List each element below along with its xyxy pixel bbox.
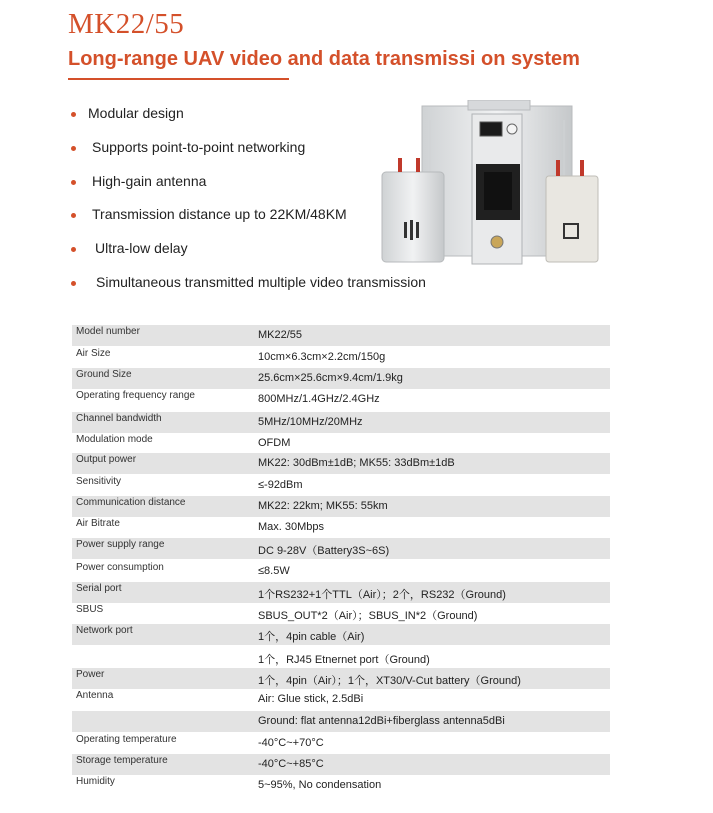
spec-label: Humidity [76, 776, 115, 787]
spec-row [72, 603, 610, 624]
spec-value: 10cm×6.3cm×2.2cm/150g [258, 351, 386, 363]
feature-text: Ultra-low delay [95, 240, 188, 256]
spec-row [72, 496, 610, 517]
spec-row [72, 412, 610, 433]
spec-label: Antenna [76, 690, 114, 701]
bullet-icon [71, 146, 76, 151]
spec-row [72, 325, 610, 346]
spec-label: Storage temperature [76, 755, 168, 766]
spec-label: Communication distance [76, 497, 186, 508]
spec-value: SBUS_OUT*2（Air）；SBUS_IN*2（Ground) [258, 610, 478, 622]
feature-text: Simultaneous transmitted multiple video transmission [96, 274, 426, 290]
bullet-icon [71, 112, 76, 117]
spec-value: -40°C~+85°C [258, 758, 324, 770]
spec-row [72, 754, 610, 775]
spec-value: 5MHz/10MHz/20MHz [258, 416, 363, 428]
spec-value: MK22: 30dBm±1dB; MK55: 33dBm±1dB [258, 457, 455, 469]
spec-row [72, 689, 610, 710]
spec-label: Serial port [76, 583, 122, 594]
title-underline [68, 78, 289, 80]
spec-label: Power supply range [76, 539, 165, 550]
spec-row [72, 668, 610, 689]
bullet-icon [71, 213, 76, 218]
model-title: MK22/55 [68, 8, 185, 40]
bullet-icon [71, 281, 76, 286]
spec-row [72, 647, 610, 668]
spec-row [72, 733, 610, 754]
bullet-icon [71, 180, 76, 185]
spec-label: Modulation mode [76, 434, 153, 445]
spec-value: MK22/55 [258, 329, 303, 341]
spec-row [72, 368, 610, 389]
spec-label: Model number [76, 326, 140, 337]
spec-value: ≤-92dBm [258, 479, 303, 491]
spec-row [72, 775, 610, 796]
spec-value: 1个，RJ45 Etnernet port（Ground) [258, 654, 430, 666]
spec-value: 5~95%, No condensation [258, 779, 382, 791]
spec-label: Power consumption [76, 562, 164, 573]
spec-value: 1个，4pin cable（Air) [258, 631, 365, 643]
spec-value: 800MHz/1.4GHz/2.4GHz [258, 393, 380, 405]
spec-label: Ground Size [76, 369, 132, 380]
spec-label: Sensitivity [76, 476, 122, 487]
spec-value: -40°C~+70°C [258, 737, 324, 749]
spec-row [72, 433, 610, 454]
spec-value: 1个RS232+1个TTL（Air）；2个，RS232（Ground) [258, 589, 506, 601]
spec-row [72, 624, 610, 645]
spec-row [72, 582, 610, 603]
spec-row [72, 453, 610, 474]
spec-label: SBUS [76, 604, 104, 615]
spec-label: Network port [76, 625, 133, 636]
spec-value: Ground: flat antenna12dBi+fiberglass antenna5dBi [258, 715, 505, 727]
feature-text: Transmission distance up to 22KM/48KM [92, 206, 347, 222]
spec-row [72, 538, 610, 559]
spec-row [72, 711, 610, 732]
spec-label: Channel bandwidth [76, 413, 162, 424]
page-subtitle: Long-range UAV video and data transmissi on system [68, 48, 580, 70]
spec-value: Max. 30Mbps [258, 521, 325, 533]
feature-text: Modular design [88, 105, 184, 121]
spec-label: Operating temperature [76, 734, 177, 745]
spec-value: OFDM [258, 437, 291, 449]
spec-label: Power [76, 669, 105, 680]
spec-value: Air: Glue stick, 2.5dBi [258, 693, 364, 705]
feature-text: High-gain antenna [92, 173, 207, 189]
spec-value: 1个，4pin（Air）；1个，XT30/V-Cut battery（Ground) [258, 675, 521, 687]
spec-label: Output power [76, 454, 137, 465]
spec-label: Air Bitrate [76, 518, 120, 529]
product-image [380, 100, 610, 300]
spec-row [72, 561, 610, 582]
spec-row [72, 517, 610, 538]
spec-value: DC 9-28V（Battery3S~6S) [258, 545, 390, 557]
spec-row [72, 347, 610, 368]
feature-text: Supports point-to-point networking [92, 139, 306, 155]
spec-value: MK22: 22km; MK55: 55km [258, 500, 388, 512]
spec-value: ≤8.5W [258, 565, 290, 577]
bullet-icon [71, 247, 76, 252]
spec-label: Air Size [76, 348, 111, 359]
spec-row [72, 389, 610, 410]
spec-row [72, 475, 610, 496]
spec-value: 25.6cm×25.6cm×9.4cm/1.9kg [258, 372, 403, 384]
spec-label: Operating frequency range [76, 390, 195, 401]
